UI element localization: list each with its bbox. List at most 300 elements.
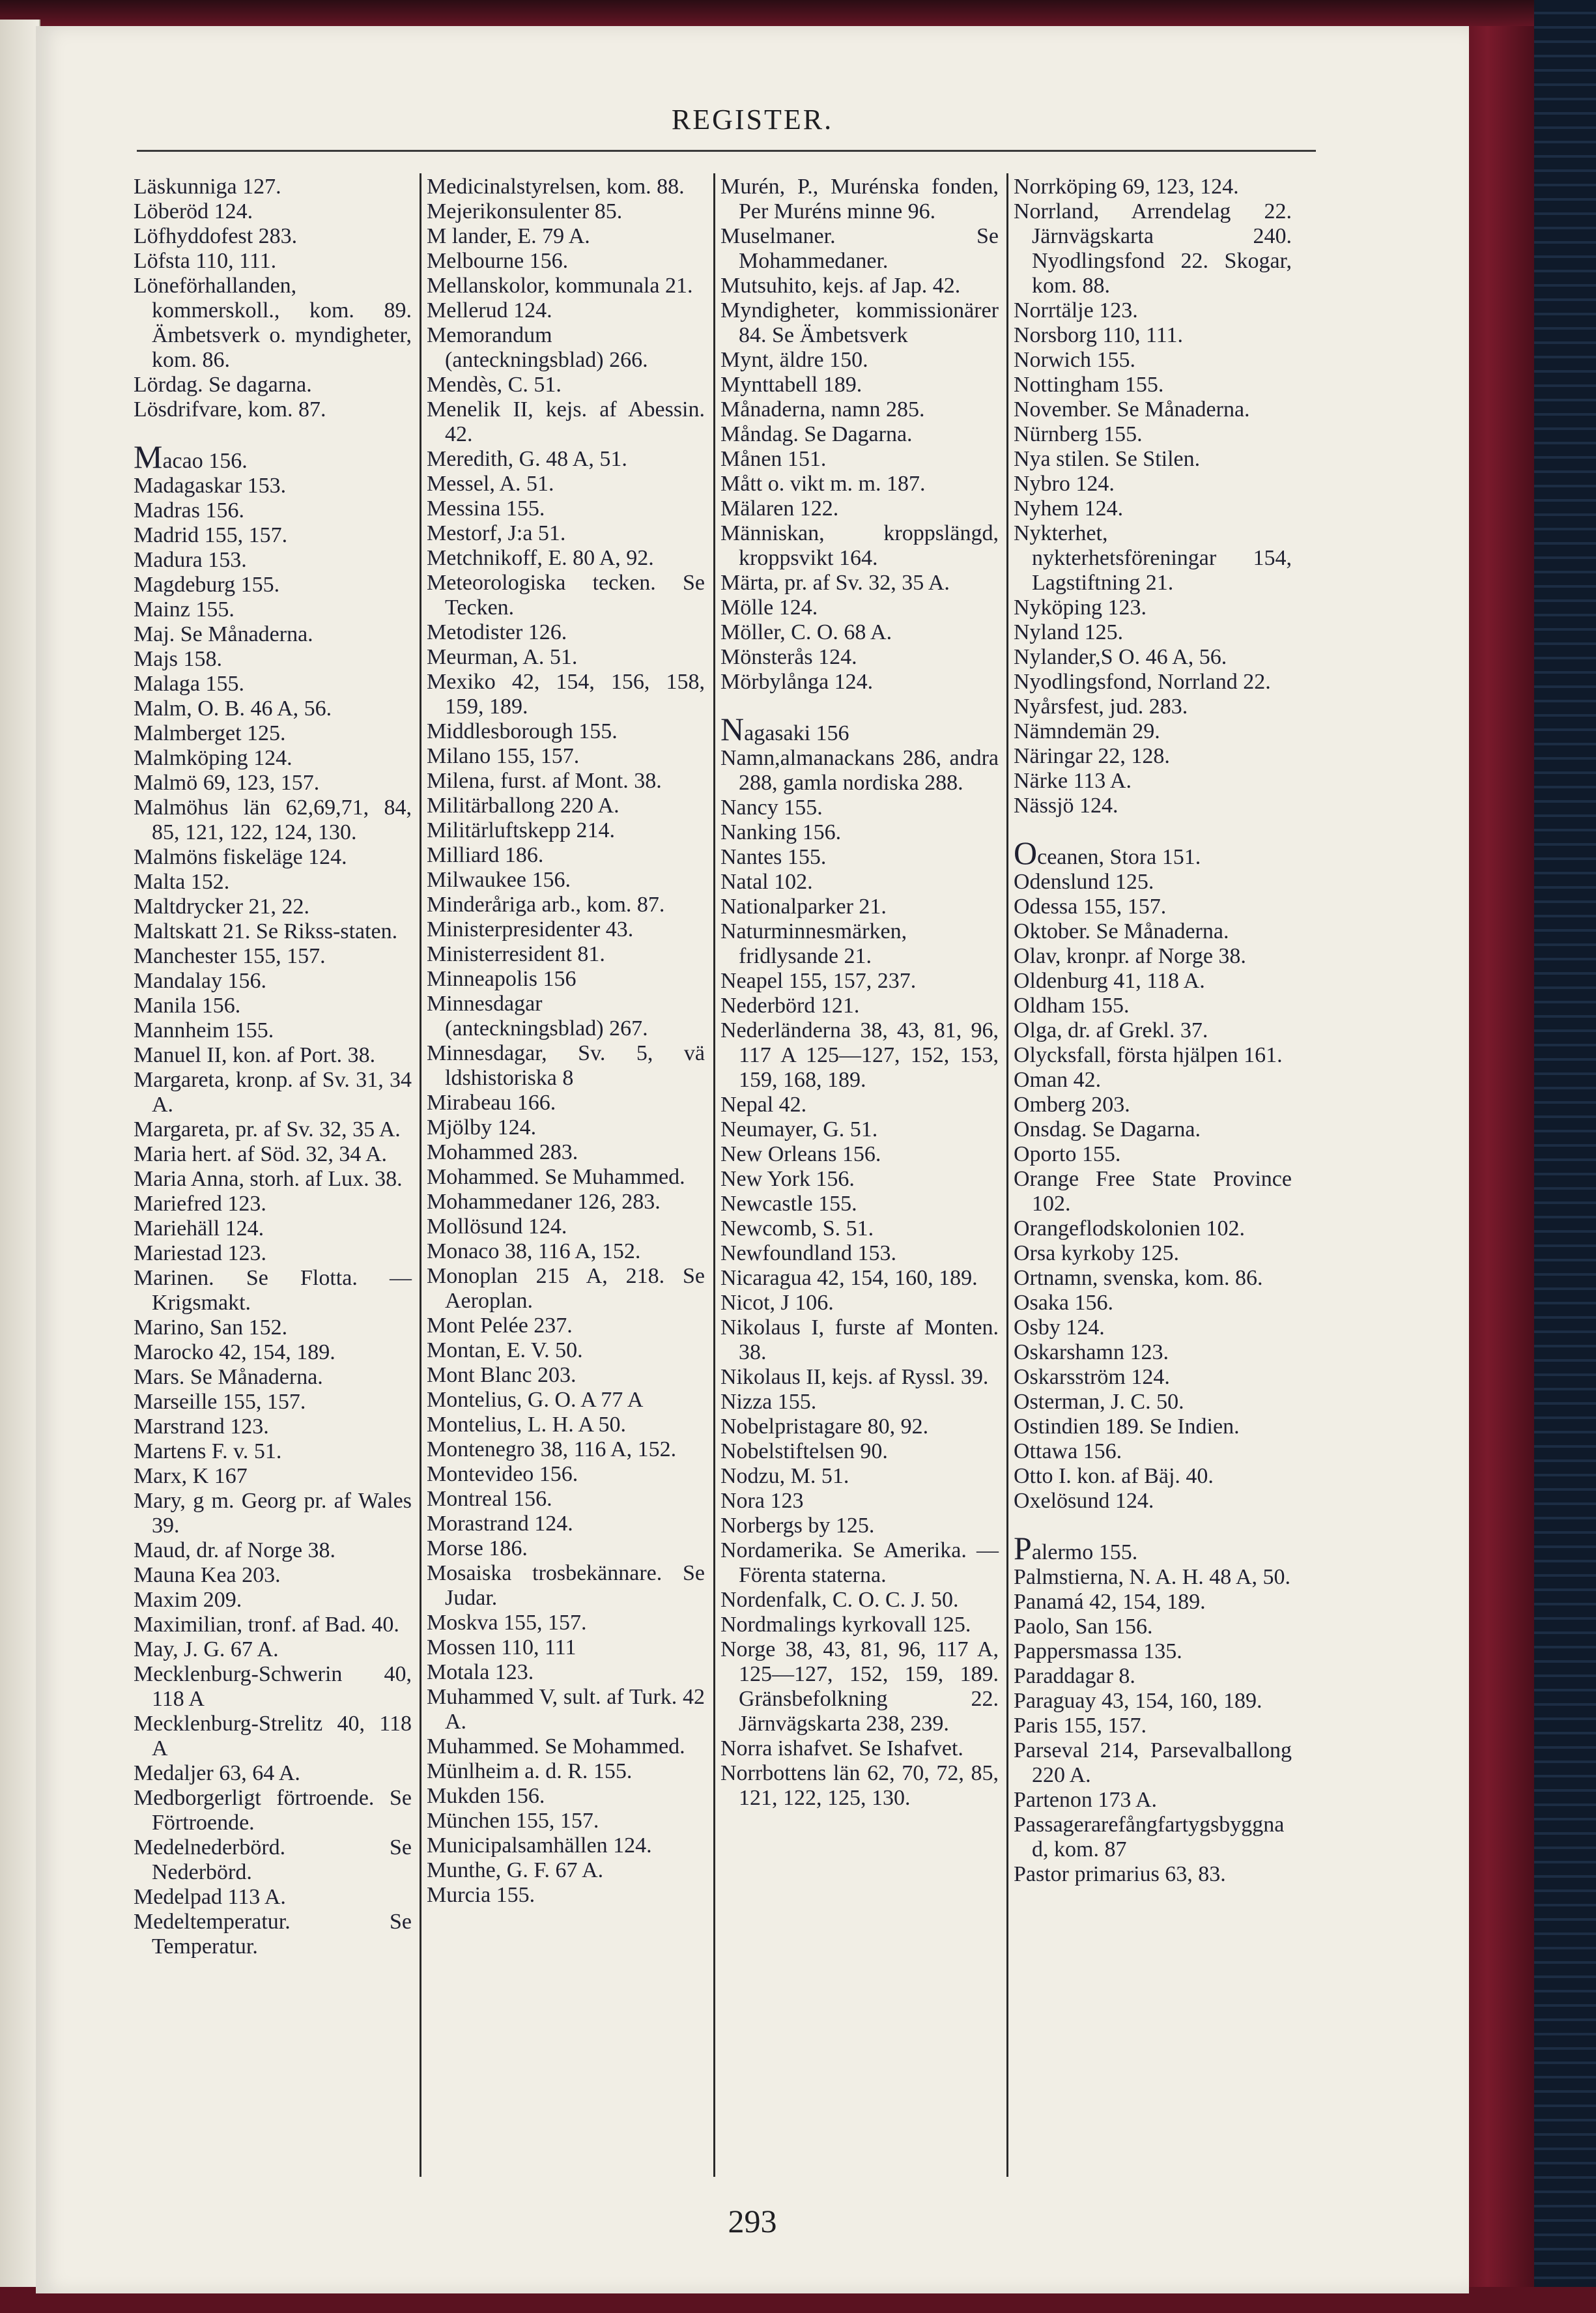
section-initial: P <box>1014 1530 1032 1566</box>
index-entry-text: Mendès, C. 51. <box>427 373 562 397</box>
index-entry <box>720 422 999 447</box>
index-entry <box>134 1538 412 1563</box>
index-entry-text: Nicaragua 42, 154, 160, 189. <box>720 1266 978 1290</box>
index-entry <box>720 496 999 521</box>
index-entry-text: Minnesdagar, Sv. 5, vä ldshistoriska 8 <box>427 1041 705 1090</box>
index-entry-text: Militärballong 220 A. <box>427 794 620 818</box>
index-entry <box>427 298 705 323</box>
index-entry-text: Mutsuhito, kejs. af Jap. 42. <box>720 274 961 298</box>
index-entry <box>134 438 412 475</box>
index-entry-text: Medaljer 63, 64 A. <box>134 1761 300 1785</box>
index-entry <box>720 746 999 796</box>
index-entry <box>720 1538 999 1588</box>
index-entry-text: Orangeflodskolonien 102. <box>1014 1216 1246 1241</box>
index-entry <box>427 1437 705 1462</box>
index-entry <box>427 967 705 992</box>
index-entry <box>1014 1415 1292 1439</box>
index-entry <box>427 744 705 769</box>
index-entry-text: Löberöd 124. <box>134 199 253 223</box>
index-entry <box>427 1858 705 1883</box>
index-entry <box>1014 1689 1292 1714</box>
index-entry <box>720 711 999 747</box>
index-entry-text: Osterman, J. C. 50. <box>1014 1390 1184 1414</box>
index-entry-text: Nyköping 123. <box>1014 596 1147 620</box>
index-entry-text: Märta, pr. af Sv. 32, 35 A. <box>720 571 950 595</box>
index-entry <box>427 323 705 373</box>
index-entry-text: Onsdag. Se Dagarna. <box>1014 1117 1201 1142</box>
index-entry-text: Milena, furst. af Mont. 38. <box>427 769 662 793</box>
index-entry-text: alermo 155. <box>1031 1540 1138 1564</box>
index-entry <box>1014 397 1292 422</box>
index-entry-text: Mecklenburg-Schwerin 40, 118 A <box>134 1662 412 1711</box>
index-column-4 <box>1014 175 1292 1887</box>
index-entry-text: Lösdrifvare, kom. 87. <box>134 397 326 422</box>
index-entry <box>134 1761 412 1786</box>
index-entry <box>1014 1813 1292 1862</box>
index-entry-text: Messina 155. <box>427 496 545 521</box>
index-entry-text: Medicinalstyrelsen, kom. 88. <box>427 175 685 199</box>
index-entry <box>1014 1714 1292 1738</box>
index-entry <box>1014 1241 1292 1266</box>
index-entry-text: Naturminnesmärken, fridlysande 21. <box>720 919 907 968</box>
index-entry <box>720 1613 999 1637</box>
index-entry-text: Osby 124. <box>1014 1315 1105 1340</box>
index-entry <box>134 175 412 199</box>
index-entry <box>134 944 412 969</box>
index-entry-text: Montenegro 38, 116 A, 152. <box>427 1437 677 1461</box>
index-entry <box>134 796 412 845</box>
index-entry-text: Mauna Kea 203. <box>134 1563 281 1587</box>
index-entry-text: Mannheim 155. <box>134 1018 274 1042</box>
index-entry <box>720 845 999 870</box>
index-entry <box>134 1365 412 1390</box>
index-entry <box>427 1660 705 1685</box>
index-entry-text: Partenon 173 A. <box>1014 1788 1158 1812</box>
index-entry <box>427 249 705 274</box>
index-entry-text: Mälaren 122. <box>720 496 839 521</box>
index-entry-text: Neapel 155, 157, 237. <box>720 969 917 993</box>
index-entry-text: Nykterhet, nykterhetsföreningar 154, Lagstiftning 21. <box>1014 521 1292 595</box>
index-entry-text: Paraddagar 8. <box>1014 1664 1135 1688</box>
index-entry-text: Montan, E. V. 50. <box>427 1338 583 1362</box>
index-entry <box>720 1291 999 1315</box>
index-entry <box>134 1018 412 1043</box>
index-entry-text: Minneapolis 156 <box>427 967 577 991</box>
index-entry <box>720 1637 999 1736</box>
index-entry-text: Månaderna, namn 285. <box>720 397 925 422</box>
index-entry-text: Mölle 124. <box>720 596 818 620</box>
index-entry-text: Nobelstiftelsen 90. <box>720 1439 888 1463</box>
index-entry-text: Natal 102. <box>720 870 813 894</box>
index-entry <box>427 843 705 868</box>
index-entry-text: Madagaskar 153. <box>134 474 287 498</box>
index-entry-text: Malmö 69, 123, 157. <box>134 771 320 795</box>
index-entry <box>720 1192 999 1216</box>
index-entry <box>427 1561 705 1611</box>
index-entry <box>427 1115 705 1140</box>
index-entry-text: Oldham 155. <box>1014 994 1130 1018</box>
index-entry <box>1014 298 1292 323</box>
column-divider <box>420 173 421 2177</box>
index-entry <box>1014 1216 1292 1241</box>
index-entry-text: Mellerud 124. <box>427 298 552 323</box>
index-entry <box>720 596 999 620</box>
index-entry <box>427 1512 705 1536</box>
index-entry-text: Olav, kronpr. af Norge 38. <box>1014 944 1246 968</box>
index-entry <box>720 1266 999 1291</box>
index-entry-text: Munthe, G. F. 67 A. <box>427 1858 604 1882</box>
index-entry <box>134 224 412 249</box>
index-entry-text: Nanking 156. <box>720 820 842 844</box>
index-entry <box>720 1415 999 1439</box>
index-entry <box>720 895 999 919</box>
index-entry <box>1014 521 1292 596</box>
index-entry-text: Memorandum (anteckningsblad) 266. <box>427 323 648 372</box>
index-entry <box>720 969 999 994</box>
index-entry-text: Margareta, pr. af Sv. 32, 35 A. <box>134 1117 401 1142</box>
index-entry-text: Malmöhus län 62,69,71, 84, 85, 121, 122, 124, 130. <box>134 796 412 844</box>
index-entry-text: Medelnederbörd. Se Nederbörd. <box>134 1835 412 1884</box>
index-entry-text: Mecklenburg-Strelitz 40, 118 A <box>134 1712 412 1760</box>
index-entry-text: Norrtälje 123. <box>1014 298 1138 323</box>
index-entry-text: Martens F. v. 51. <box>134 1439 282 1463</box>
index-entry <box>1014 472 1292 496</box>
index-entry <box>1014 1390 1292 1415</box>
index-entry-text: agasaki 156 <box>744 721 849 745</box>
index-entry <box>427 274 705 298</box>
index-entry <box>427 1883 705 1908</box>
index-entry-text: Motala 123. <box>427 1660 534 1684</box>
index-entry <box>720 224 999 274</box>
index-entry-text: Mönsterås 124. <box>720 645 857 669</box>
index-entry-text: Milliard 186. <box>427 843 544 867</box>
index-entry <box>427 620 705 645</box>
index-entry-text: Löneförhallanden, kommerskoll., kom. 89. Ämbetsverk o. myndigheter, kom. 86. <box>134 274 412 372</box>
index-entry <box>134 1192 412 1216</box>
index-entry <box>720 1315 999 1365</box>
index-entry-text: Nordmalings kyrkovall 125. <box>720 1613 971 1637</box>
index-entry-text: M lander, E. 79 A. <box>427 224 590 248</box>
index-entry <box>134 771 412 796</box>
index-entry-text: Muhammed V, sult. af Turk. 42 A. <box>427 1685 705 1734</box>
index-entry-text: Metchnikoff, E. 80 A, 92. <box>427 546 654 570</box>
index-entry <box>134 1613 412 1637</box>
index-entry <box>1014 994 1292 1018</box>
index-entry-text: Orsa kyrkoby 125. <box>1014 1241 1180 1265</box>
index-entry-text: Mynttabell 189. <box>720 373 862 397</box>
index-entry-text: Menelik II, kejs. af Abessin. 42. <box>427 397 705 446</box>
page-header: REGISTER. <box>671 104 834 136</box>
index-column-1 <box>134 175 412 1959</box>
index-entry <box>427 1611 705 1635</box>
index-entry-text: Ottawa 156. <box>1014 1439 1122 1463</box>
index-entry <box>720 1241 999 1266</box>
index-entry <box>134 373 412 397</box>
index-entry <box>427 175 705 199</box>
index-entry-text: Madras 156. <box>134 498 244 523</box>
index-entry-text: Montelius, G. O. A 77 A <box>427 1388 644 1412</box>
index-entry-text: Nyodlingsfond, Norrland 22. <box>1014 670 1271 694</box>
index-entry <box>1014 645 1292 670</box>
index-entry-text: Nantes 155. <box>720 845 827 869</box>
index-entry-text: Otto I. kon. af Bäj. 40. <box>1014 1464 1214 1488</box>
index-entry <box>427 1214 705 1239</box>
index-entry <box>134 647 412 672</box>
index-entry-text: Oskarshamn 123. <box>1014 1340 1169 1364</box>
index-entry <box>1014 175 1292 199</box>
index-entry <box>134 1464 412 1489</box>
index-entry <box>427 1685 705 1734</box>
index-entry-text: Militärluftskepp 214. <box>427 818 615 842</box>
index-entry <box>427 1635 705 1660</box>
index-entry-text: Nepal 42. <box>720 1093 807 1117</box>
header-rule <box>137 150 1316 152</box>
index-entry-text: Mellanskolor, kommunala 21. <box>427 274 693 298</box>
index-entry-text: Margareta, kronp. af Sv. 31, 34 A. <box>134 1068 412 1117</box>
index-entry-text: Muselmaner. Se Mohammedaner. <box>720 224 999 273</box>
index-entry <box>720 348 999 373</box>
index-entry <box>134 969 412 994</box>
index-entry-text: Oxelösund 124. <box>1014 1489 1154 1513</box>
index-entry <box>720 620 999 645</box>
index-entry <box>427 1140 705 1165</box>
index-entry-text: Nya stilen. Se Stilen. <box>1014 447 1201 471</box>
index-entry <box>427 893 705 917</box>
index-entry-text: Nottingham 155. <box>1014 373 1164 397</box>
index-entry-text: Nyland 125. <box>1014 620 1124 644</box>
index-entry <box>134 672 412 697</box>
index-entry <box>1014 496 1292 521</box>
index-entry-text: Norwich 155. <box>1014 348 1135 372</box>
index-entry <box>720 274 999 298</box>
index-entry <box>427 794 705 818</box>
index-entry <box>1014 969 1292 994</box>
index-entry <box>720 670 999 695</box>
index-entry <box>427 199 705 224</box>
index-entry-text: Monaco 38, 116 A, 152. <box>427 1239 641 1263</box>
index-entry <box>720 1736 999 1761</box>
index-entry-text: Nationalparker 21. <box>720 895 887 919</box>
index-entry-text: Neumayer, G. 51. <box>720 1117 878 1142</box>
index-entry <box>427 1734 705 1759</box>
index-entry <box>134 1835 412 1885</box>
index-entry <box>720 994 999 1018</box>
index-entry <box>720 796 999 820</box>
index-entry <box>134 1415 412 1439</box>
index-column-3 <box>720 175 999 1811</box>
index-entry <box>427 397 705 447</box>
index-entry <box>427 1264 705 1314</box>
index-entry-text: Löfhyddofest 283. <box>134 224 298 248</box>
index-entry <box>134 573 412 597</box>
index-entry-text: Odenslund 125. <box>1014 870 1154 894</box>
index-entry-text: Medelpad 113 A. <box>134 1885 286 1909</box>
index-entry-text: Nässjö 124. <box>1014 794 1119 818</box>
index-entry <box>1014 199 1292 298</box>
index-entry-text: Oskarsström 124. <box>1014 1365 1170 1389</box>
index-entry-text: Malmberget 125. <box>134 721 286 745</box>
index-entry-text: Pastor primarius 63, 83. <box>1014 1862 1226 1886</box>
index-entry <box>427 1338 705 1363</box>
index-entry <box>720 472 999 496</box>
section-initial: N <box>720 711 745 747</box>
index-entry <box>1014 1117 1292 1142</box>
index-entry <box>134 870 412 895</box>
index-entry <box>1014 1093 1292 1117</box>
index-entry-text: Muhammed. Se Mohammed. <box>427 1734 685 1759</box>
index-entry-text: Läskunniga 127. <box>134 175 281 199</box>
index-entry <box>134 1563 412 1588</box>
index-entry <box>720 373 999 397</box>
index-entry <box>427 571 705 620</box>
index-entry <box>134 199 412 224</box>
index-entry-text: Mohammedaner 126, 283. <box>427 1190 661 1214</box>
index-entry-text: Mars. Se Månaderna. <box>134 1365 323 1389</box>
column-divider <box>713 173 715 2177</box>
index-entry <box>1014 1340 1292 1365</box>
index-entry <box>1014 422 1292 447</box>
index-entry <box>134 548 412 573</box>
index-entry-text: Maximilian, tronf. af Bad. 40. <box>134 1613 399 1637</box>
index-entry <box>720 645 999 670</box>
index-entry-text: ceanen, Stora 151. <box>1037 845 1201 869</box>
index-entry-text: Municipalsamhällen 124. <box>427 1833 652 1858</box>
index-entry <box>427 1091 705 1115</box>
index-entry <box>427 1536 705 1561</box>
index-entry-text: Passagerarefångfartygsbyggnad, kom. 87 <box>1014 1813 1285 1861</box>
index-entry <box>427 1759 705 1784</box>
index-entry-text: Norrköping 69, 123, 124. <box>1014 175 1239 199</box>
index-entry <box>1014 1018 1292 1043</box>
index-entry-text: Mainz 155. <box>134 597 235 622</box>
index-entry-text: Nodzu, M. 51. <box>720 1464 849 1488</box>
index-entry <box>134 697 412 721</box>
index-entry-text: Månen 151. <box>720 447 827 471</box>
index-entry-text: Möller, C. O. 68 A. <box>720 620 892 644</box>
index-entry-text: Maud, dr. af Norge 38. <box>134 1538 336 1562</box>
index-entry-text: Mohammed. Se Muhammed. <box>427 1165 685 1189</box>
index-entry <box>427 521 705 546</box>
index-entry-text: Nämndemän 29. <box>1014 719 1160 743</box>
index-entry <box>427 373 705 397</box>
index-entry <box>134 397 412 422</box>
index-entry <box>720 1167 999 1192</box>
index-entry-text: Mirabeau 166. <box>427 1091 556 1115</box>
index-entry-text: Panamá 42, 154, 189. <box>1014 1590 1206 1614</box>
index-entry-text: Moskva 155, 157. <box>427 1611 587 1635</box>
index-entry <box>1014 719 1292 744</box>
index-entry <box>720 1142 999 1167</box>
index-entry-text: Newfoundland 153. <box>720 1241 897 1265</box>
index-entry-text: Nizza 155. <box>720 1390 817 1414</box>
index-entry-text: November. Se Månaderna. <box>1014 397 1250 422</box>
index-entry <box>1014 944 1292 969</box>
index-entry-text: Montevideo 156. <box>427 1462 578 1486</box>
index-entry-text: Marinen. Se Flotta. — Krigsmakt. <box>134 1266 412 1315</box>
index-entry <box>1014 1639 1292 1664</box>
index-entry <box>134 721 412 746</box>
index-entry-text: Medborgerligt förtroende. Se Förtroende. <box>134 1786 412 1835</box>
index-entry <box>134 1637 412 1662</box>
index-entry <box>1014 620 1292 645</box>
index-entry <box>427 645 705 670</box>
index-entry <box>1014 1068 1292 1093</box>
index-entry-text: Montreal 156. <box>427 1487 552 1511</box>
index-entry-text: Münlheim a. d. R. 155. <box>427 1759 633 1783</box>
index-entry <box>1014 447 1292 472</box>
index-entry-text: Nyhem 124. <box>1014 496 1124 521</box>
index-entry-text: Ortnamn, svenska, kom. 86. <box>1014 1266 1263 1290</box>
index-entry <box>1014 1365 1292 1390</box>
index-entry-text: Malm, O. B. 46 A, 56. <box>134 697 332 721</box>
index-entry <box>134 474 412 498</box>
index-entry-text: Osaka 156. <box>1014 1291 1113 1315</box>
index-entry-text: Nicot, J 106. <box>720 1291 834 1315</box>
index-entry-text: Mandalay 156. <box>134 969 266 993</box>
index-entry-text: Norra ishafvet. Se Ishafvet. <box>720 1736 963 1760</box>
index-entry <box>1014 695 1292 719</box>
index-entry <box>1014 835 1292 871</box>
index-entry-text: Måndag. Se Dagarna. <box>720 422 913 446</box>
index-entry-text: Oman 42. <box>1014 1068 1102 1092</box>
index-entry-text: Marino, San 152. <box>134 1315 288 1340</box>
index-entry-text: Människan, kroppslängd, kroppsvikt 164. <box>720 521 999 570</box>
index-entry <box>427 472 705 496</box>
index-entry-text: Meredith, G. 48 A, 51. <box>427 447 627 471</box>
index-entry-text: Mynt, äldre 150. <box>720 348 868 372</box>
index-entry-text: Paolo, San 156. <box>1014 1615 1153 1639</box>
index-entry-text: Paraguay 43, 154, 160, 189. <box>1014 1689 1262 1713</box>
index-entry-text: May, J. G. 67 A. <box>134 1637 279 1661</box>
index-entry-text: Norrbottens län 62, 70, 72, 85, 121, 122, 125, 130. <box>720 1761 999 1810</box>
index-entry-text: Norsborg 110, 111. <box>1014 323 1184 347</box>
index-entry <box>427 1784 705 1809</box>
index-entry-text: Mjölby 124. <box>427 1115 537 1140</box>
index-entry-text: Närke 113 A. <box>1014 769 1132 793</box>
index-entry <box>134 1662 412 1712</box>
index-entry <box>1014 769 1292 794</box>
index-entry <box>720 1761 999 1811</box>
index-entry <box>134 1588 412 1613</box>
index-entry-text: Nora 123 <box>720 1489 804 1513</box>
index-entry-text: Malaga 155. <box>134 672 244 696</box>
index-entry-text: Mary, g m. Georg pr. af Wales 39. <box>134 1489 412 1538</box>
index-entry <box>1014 1664 1292 1689</box>
index-entry <box>134 994 412 1018</box>
index-entry <box>427 546 705 571</box>
index-entry <box>134 1910 412 1959</box>
index-entry-text: Paris 155, 157. <box>1014 1714 1147 1738</box>
index-entry-text: Nikolaus II, kejs. af Ryssl. 39. <box>720 1365 989 1389</box>
index-entry-text: Oporto 155. <box>1014 1142 1121 1166</box>
index-entry-text: Malta 152. <box>134 870 230 894</box>
index-entry <box>720 1216 999 1241</box>
index-entry-text: Norbergs by 125. <box>720 1514 875 1538</box>
index-entry-text: Marseille 155, 157. <box>134 1390 306 1414</box>
index-entry <box>427 719 705 744</box>
index-entry-text: Nürnberg 155. <box>1014 422 1143 446</box>
index-entry-text: Manila 156. <box>134 994 241 1018</box>
index-entry-text: Nederländerna 38, 43, 81, 96, 117 A 125—127, 152, 153, 159, 168, 189. <box>720 1018 999 1092</box>
index-entry-text: Mestorf, J:a 51. <box>427 521 566 545</box>
index-entry <box>720 1365 999 1390</box>
index-entry <box>1014 323 1292 348</box>
index-entry <box>720 1489 999 1514</box>
index-entry <box>427 670 705 719</box>
index-entry <box>720 1464 999 1489</box>
index-entry <box>720 298 999 348</box>
index-entry-text: Monoplan 215 A, 218. Se Aeroplan. <box>427 1264 705 1313</box>
